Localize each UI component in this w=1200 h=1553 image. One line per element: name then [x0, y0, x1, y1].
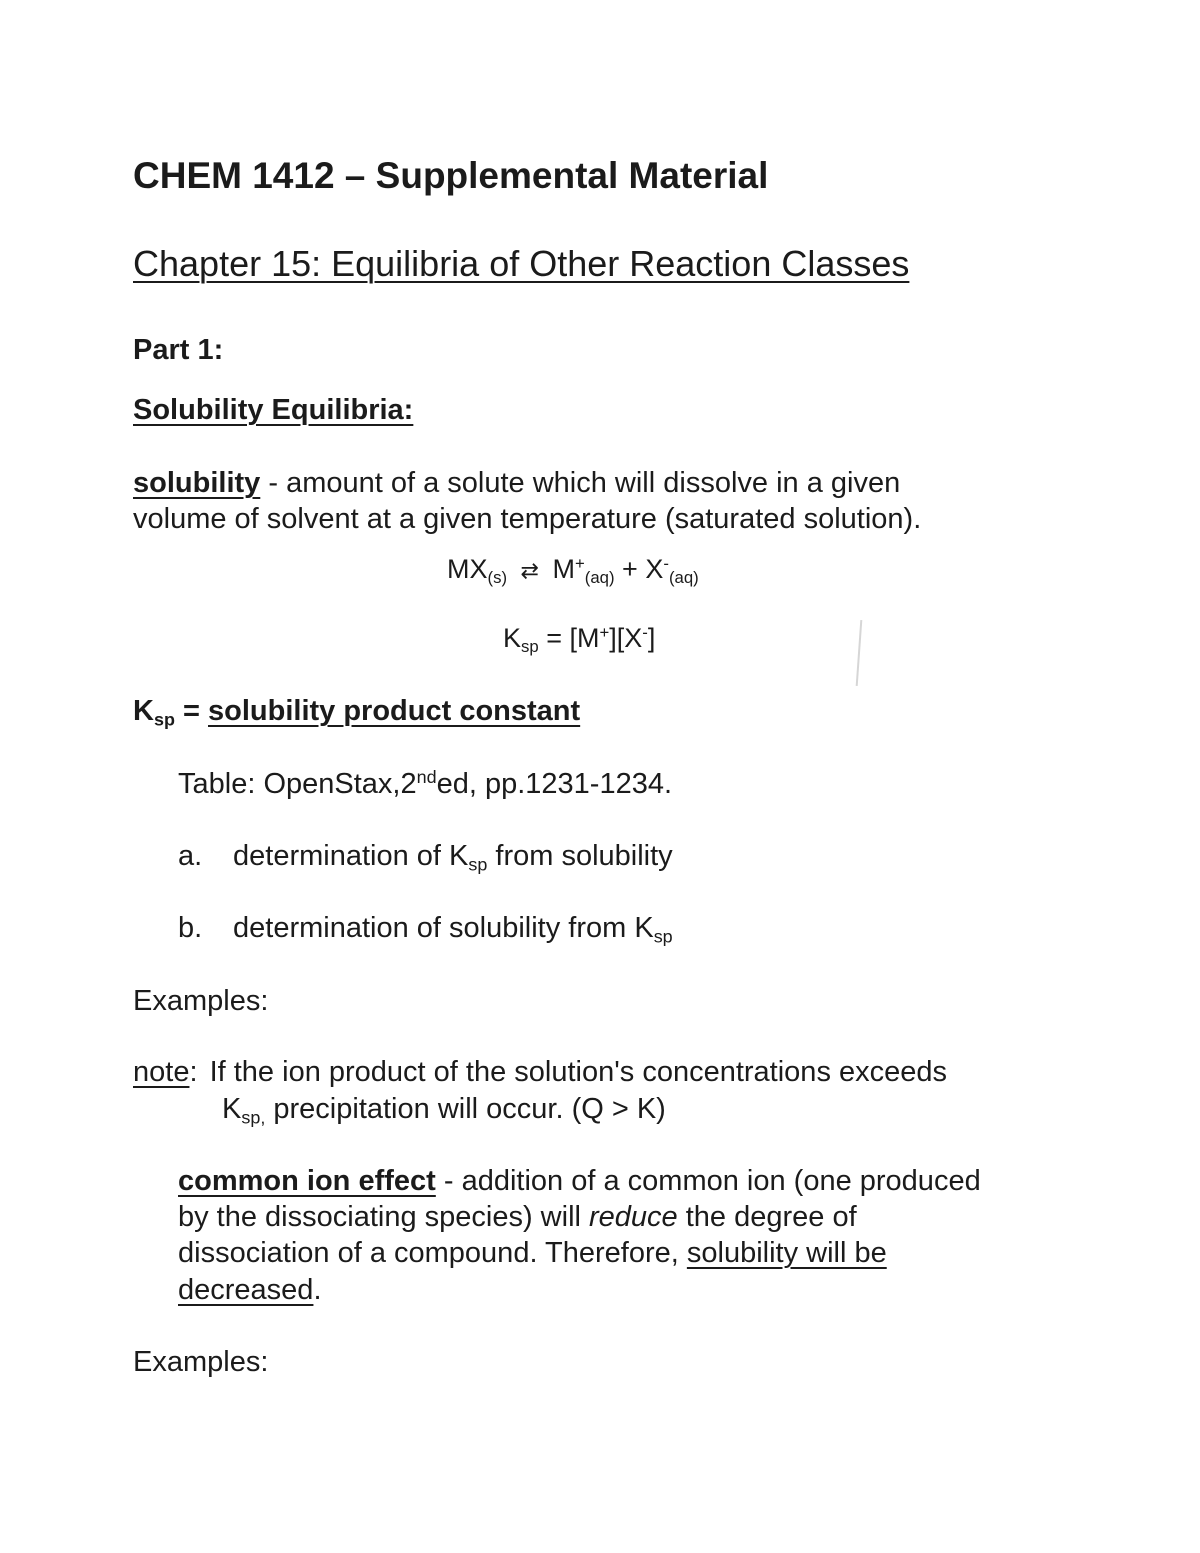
part-label: Part 1: — [133, 334, 224, 366]
note-rest: precipitation will occur. (Q > K) — [265, 1093, 666, 1125]
solubility-definition-line-2: volume of solvent at a given temperature (saturated solution). — [133, 503, 922, 535]
ksp-def-equals: = — [174, 695, 208, 727]
list-sub: sp — [653, 926, 673, 947]
note-colon: : — [189, 1056, 198, 1088]
examples-label: Examples: — [133, 1346, 269, 1378]
note-text: If the ion product of the solution's concentrations exceeds — [209, 1056, 948, 1088]
ksp-expression — [503, 622, 656, 657]
list-item — [178, 912, 673, 947]
ksp-def-term: solubility product constant — [208, 695, 581, 727]
list-marker: b. — [178, 912, 203, 944]
list-text: determination of solubility from K — [233, 912, 654, 944]
list-sub: sp — [468, 854, 488, 875]
equilibrium-arrow-icon: ⇄ — [520, 559, 539, 584]
common-ion-line-3 — [178, 1239, 887, 1268]
ksp-sub: sp — [521, 637, 539, 657]
common-ion-text: - addition of a common ion (one produced — [435, 1165, 981, 1197]
cation-charge: + — [574, 553, 585, 573]
common-ion-period: . — [313, 1274, 322, 1306]
chapter-heading: Chapter 15: Equilibria of Other Reaction Classes — [133, 243, 910, 284]
ksp-def-sub: sp — [153, 709, 175, 730]
solubility-term: solubility — [133, 467, 261, 499]
note-line-2 — [222, 1093, 666, 1128]
common-ion-line-2 — [178, 1203, 857, 1232]
cation: M — [552, 554, 575, 584]
reactant-state: (s) — [487, 568, 508, 588]
definition-text: - amount of a solute which will dissolve in a given — [260, 467, 901, 499]
common-ion-italic: reduce — [589, 1201, 678, 1233]
common-ion-line-4 — [178, 1276, 322, 1305]
table-ref-after: ed, pp.1231-1234. — [436, 768, 673, 800]
table-ref-before: Table: OpenStax,2 — [178, 768, 417, 800]
table-ref-sup: nd — [416, 767, 437, 788]
ksp-mid: ][X — [609, 623, 643, 653]
list-text: determination of K — [233, 840, 469, 872]
plus-sign: + — [622, 554, 638, 584]
anion-state: (aq) — [668, 568, 699, 588]
anion: X — [645, 554, 664, 584]
ksp-end: ] — [647, 623, 656, 653]
list-marker: a. — [178, 840, 203, 872]
cation-state: (aq) — [584, 568, 615, 588]
common-ion-text-b: the degree of — [677, 1201, 857, 1233]
common-ion-underlined: solubility will be — [686, 1237, 887, 1269]
ksp-k: K — [503, 623, 522, 653]
note-k: K — [222, 1093, 242, 1125]
examples-label: Examples: — [133, 985, 269, 1017]
table-reference — [178, 767, 673, 800]
note-label: note — [133, 1056, 190, 1088]
reactant: MX — [447, 554, 488, 584]
ksp-rhs-prefix: = [M — [538, 623, 600, 653]
ksp-definition — [133, 695, 581, 730]
common-ion-text-c: dissociation of a compound. Therefore, — [178, 1237, 687, 1269]
ksp-minus: - — [642, 622, 648, 642]
note-sub: sp, — [241, 1107, 266, 1128]
dissolution-equation — [447, 553, 699, 588]
note-line-1 — [133, 1058, 947, 1087]
section-title: Solubility Equilibria: — [133, 394, 414, 426]
ksp-plus: + — [599, 622, 610, 642]
common-ion-line-1 — [178, 1167, 981, 1196]
common-ion-decreased: decreased — [178, 1274, 314, 1306]
list-item — [178, 840, 673, 875]
scan-artifact — [856, 620, 863, 686]
ksp-def-k: K — [133, 695, 154, 727]
common-ion-term: common ion effect — [178, 1165, 436, 1197]
anion-charge: - — [663, 553, 669, 573]
common-ion-text-a: by the dissociating species) will — [178, 1201, 590, 1233]
page-title: CHEM 1412 – Supplemental Material — [133, 155, 769, 196]
list-tail: from solubility — [487, 840, 673, 872]
solubility-definition-line-1 — [133, 469, 900, 498]
